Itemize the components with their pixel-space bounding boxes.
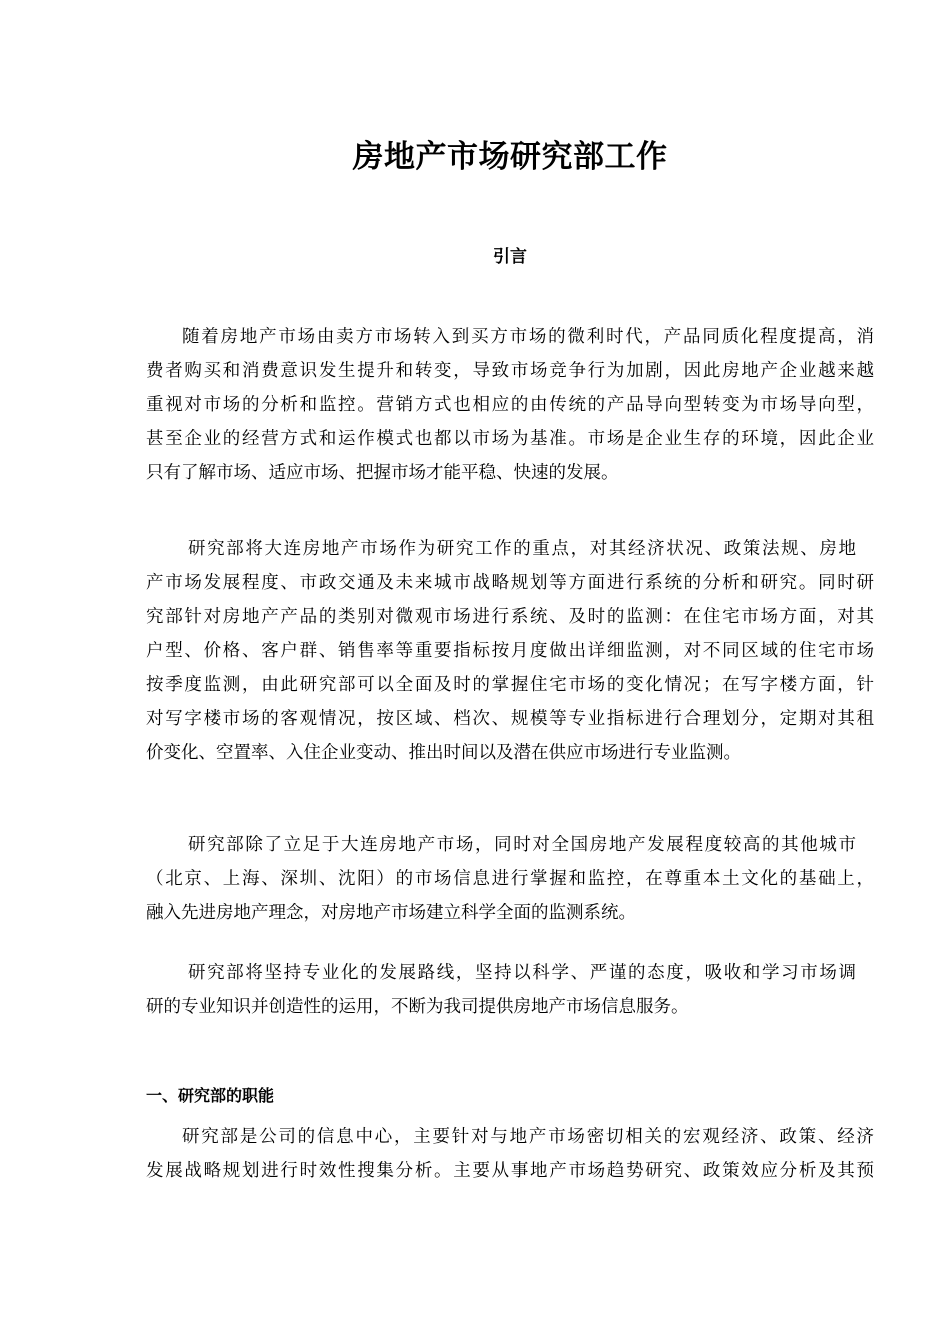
paragraph-line: 研的专业知识并创造性的运用，不断为我司提供房地产市场信息服务。 bbox=[146, 997, 689, 1017]
section-heading: 一、研究部的职能 bbox=[146, 1086, 275, 1105]
paragraph-line: 究部针对房地产产品的类别对微观市场进行系统、及时的监测：在住宅市场方面，对其 bbox=[146, 607, 874, 627]
intro-paragraph-1 bbox=[146, 320, 874, 490]
paragraph-line: 融入先进房地产理念，对房地产市场建立科学全面的监测系统。 bbox=[146, 903, 636, 923]
intro-paragraph-2 bbox=[146, 532, 874, 770]
paragraph-line: 研究部将坚持专业化的发展路线，坚持以科学、严谨的态度，吸收和学习市场调 bbox=[188, 963, 856, 983]
section-1-paragraph bbox=[146, 1120, 874, 1188]
paragraph-line: 费者购买和消费意识发生提升和转变，导致市场竞争行为加剧，因此房地产企业越来越 bbox=[146, 361, 874, 381]
paragraph-line: 重视对市场的分析和监控。营销方式也相应的由传统的产品导向型转变为市场导向型， bbox=[146, 395, 874, 415]
paragraph-line: 随着房地产市场由卖方市场转入到买方市场的微利时代，产品同质化程度提高，消 bbox=[182, 327, 874, 347]
paragraph-line: 价变化、空置率、入住企业变动、推出时间以及潜在供应市场进行专业监测。 bbox=[146, 743, 741, 763]
paragraph-line: 产市场发展程度、市政交通及未来城市战略规划等方面进行系统的分析和研究。同时研 bbox=[146, 573, 874, 593]
paragraph-line: 按季度监测，由此研究部可以全面及时的掌握住宅市场的变化情况；在写字楼方面，针 bbox=[146, 675, 874, 695]
paragraph-line: 研究部除了立足于大连房地产市场，同时对全国房地产发展程度较高的其他城市 bbox=[188, 835, 856, 855]
paragraph-line: 研究部是公司的信息中心，主要针对与地产市场密切相关的宏观经济、政策、经济 bbox=[182, 1127, 874, 1147]
paragraph-line: 只有了解市场、适应市场、把握市场才能平稳、快速的发展。 bbox=[146, 463, 619, 483]
intro-paragraph-3 bbox=[146, 828, 874, 930]
paragraph-line: 发展战略规划进行时效性搜集分析。主要从事地产市场趋势研究、政策效应分析及其预 bbox=[146, 1161, 874, 1181]
paragraph-line: 研究部将大连房地产市场作为研究工作的重点，对其经济状况、政策法规、房地 bbox=[188, 539, 856, 559]
paragraph-line: 对写字楼市场的客观情况，按区域、档次、规模等专业指标进行合理划分，定期对其租 bbox=[146, 709, 874, 729]
paragraph-line: 户型、价格、客户群、销售率等重要指标按月度做出详细监测，对不同区域的住宅市场 bbox=[146, 641, 874, 661]
intro-heading: 引言 bbox=[493, 247, 527, 267]
intro-paragraph-4 bbox=[146, 956, 874, 1024]
paragraph-line: 甚至企业的经营方式和运作模式也都以市场为基准。市场是企业生存的环境，因此企业 bbox=[146, 429, 874, 449]
paragraph-line: （北京、上海、深圳、沈阳）的市场信息进行掌握和监控，在尊重本土文化的基础上， bbox=[146, 869, 874, 889]
document-title: 房地产市场研究部工作 bbox=[352, 139, 668, 175]
